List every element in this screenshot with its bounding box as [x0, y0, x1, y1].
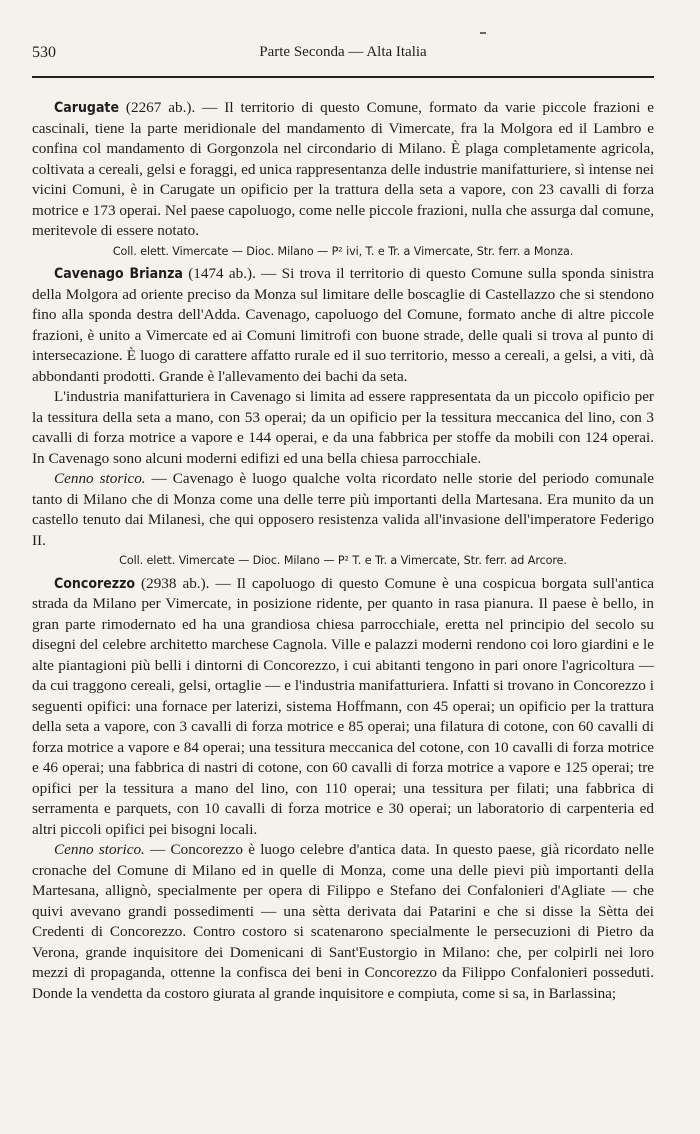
cenno-label: Cenno storico.: [54, 470, 146, 487]
entry-name: Carugate: [54, 100, 120, 116]
entry-population: (2938 ab.). —: [135, 574, 237, 592]
header-rule: [32, 76, 654, 78]
entry-name: Concorezzo: [54, 575, 136, 592]
cenno-storico: [32, 840, 654, 1004]
entry-note: Coll. elett. Vimercate — Dioc. Milano — P² ivi, T. e Tr. a Vimercate, Str. ferr. a Monza.: [112, 244, 574, 258]
entry-text: Si trova il territorio di questo Comune sulla sponda sinistra della Molgora ad oriente preciso da Monza sul limitare delle boscaglie di Castellazzo che si stendono fino alla sponda destra dell'Adda. Cavenago, capoluogo del Comune, formato anche di altre piccole frazioni, è unito a Vimercate ed ai Comuni limitrofi con buone strade, delle quali si trova al punto di intersecazione. È luogo di carattere affatto rurale ed il suo territorio, messo a cereali, a gelsi, a viti, dà abbondanti prodotti. Grande è l'allevamento dei bachi da seta.: [32, 265, 654, 385]
entry-cavenago: [32, 264, 654, 572]
entry-population: (2267 ab.). —: [119, 99, 225, 116]
entry-note: Coll. elett. Vimercate — Dioc. Milano — P² T. e Tr. a Vimercate, Str. ferr. ad Arcore.: [119, 554, 567, 567]
entry-name: Cavenago Brianza: [54, 266, 183, 282]
running-title: Parte Seconda — Alta Italia: [259, 44, 427, 60]
cenno-label: Cenno storico.: [54, 841, 145, 858]
entry-paragraph: [32, 574, 654, 841]
entry-paragraph: [32, 264, 654, 387]
page-body: [32, 98, 654, 1006]
entry-paragraph: L'industria manifatturiera in Cavenago si limita ad essere rappresentata da un piccolo opificio per la tessitura della seta a mano, con 53 operai; da un opificio per la tessitura meccanica del lino, con 3 cavalli di forza motrice a vapore e 144 operai, e da una fabbrica per stoffe da mobili con 124 operai. In Cavenago sono alcuni moderni edifizi ed una bella chiesa parrocchiale.: [32, 388, 654, 467]
page-number: 530: [32, 44, 56, 61]
entry-text: Il territorio di questo Comune, formato da varie piccole frazioni e cascinali, tiene la parte meridionale del mandamento di Vimercate, fra la Molgora ed il Lambro e confina col mandamento di Gorgonzola nel circondario di Milano. È plaga completamente agricola, coltivata a cereali, gelsi e foraggi, ed unica rappresentanza delle industrie manifatturiere, sì intense nei vicini Comuni, è in Carugate un opificio per la trattura della seta a vapore, con 23 cavalli di forza motrice e 173 operai. Nel paese capoluogo, come nelle piccole frazioni, nulla che assurga dal comune, meritevole di essere notato.: [32, 99, 655, 239]
cenno-text: — Cavenago è luogo qualche volta ricordato nelle storie del periodo comunale tanto di Milano che di Monza come una delle terre più importanti della Martesana. Era munito da un castello tenuto dai Milanesi, che qui opposero resistenza valida all'invasione dell'imperatore Federigo II.: [32, 470, 655, 549]
cenno-storico: [32, 469, 654, 551]
entry-concorezzo: [32, 574, 654, 1005]
cenno-text: — Concorezzo è luogo celebre d'antica data. In questo paese, già ricordato nelle cronache del Comune di Milano ed in quelle di Monza, come una delle pievi più importanti della Martesana, allignò, specialmente per opera di Filippo e Stefano dei Confalonieri d'Agliate — che quivi avevano grandi possedimenti — una sètta derivata dai Patarini e che si disse la Sètta dei Credenti di Concorezzo. Contro costoro si scatenarono specialmente le persecuzioni di Pietro da Verona, grande inquisitore dei Domenicani di Sant'Eustorgio in Milano: che, per colpirli nei loro mezzi di propaganda, ottenne la confisca dei beni in Concorezzo da Filippo Confalonieri posseduti. Donde la vendetta da costoro giurata al grande inquisitore e compiuta, come si sa, in Barlassina;: [32, 841, 654, 1002]
entry-carugate: [32, 98, 654, 262]
entry-paragraph: [32, 98, 654, 242]
print-mark: [480, 32, 486, 34]
entry-population: (1474 ab.). —: [182, 265, 282, 282]
entry-text: Il capoluogo di questo Comune è una cospicua borgata sull'antica strada da Milano per Vimercate, in posizione ridente, per quanto in rasa pianura. Il paese è bello, in gran parte rimodernato ed ha una grandiosa chiesa parrocchiale, eretta nel principio del secolo su disegni del celebre architetto marchese Cagnola. Ville e palazzi moderni rendono coi loro giardini e le alte piantagioni più belli i dintorni di Concorezzo, i cui abitanti tengono in pari onore l'agricoltura — da cui traggono cereali, gelsi, ortaglie — e l'industria manifatturiera. Infatti si trovano in Concorezzo i seguenti opifici: una fornace per laterizi, sistema Hoffmann, con 45 operai; un opificio per la trattura della seta a vapore, con 3 cavalli di forza motrice e 85 operai; una filatura di cotone, con 60 cavalli di forza motrice a vapore e 84 operai; una tessitura meccanica del cotone, con 10 cavalli di forza motrice e 46 operai; una fabbrica di nastri di cotone, con 60 cavalli di forza motrice a vapore e 125 operai; tre opifici per la tessitura a mano del lino, con 110 operai; una tessitura per filati; una fabbrica di serramenta e parquets, con 10 cavalli di forza motrice e 30 operai; un laboratorio di carpenteria ed altri piccoli opifici pei bisogni locali.: [32, 574, 654, 838]
